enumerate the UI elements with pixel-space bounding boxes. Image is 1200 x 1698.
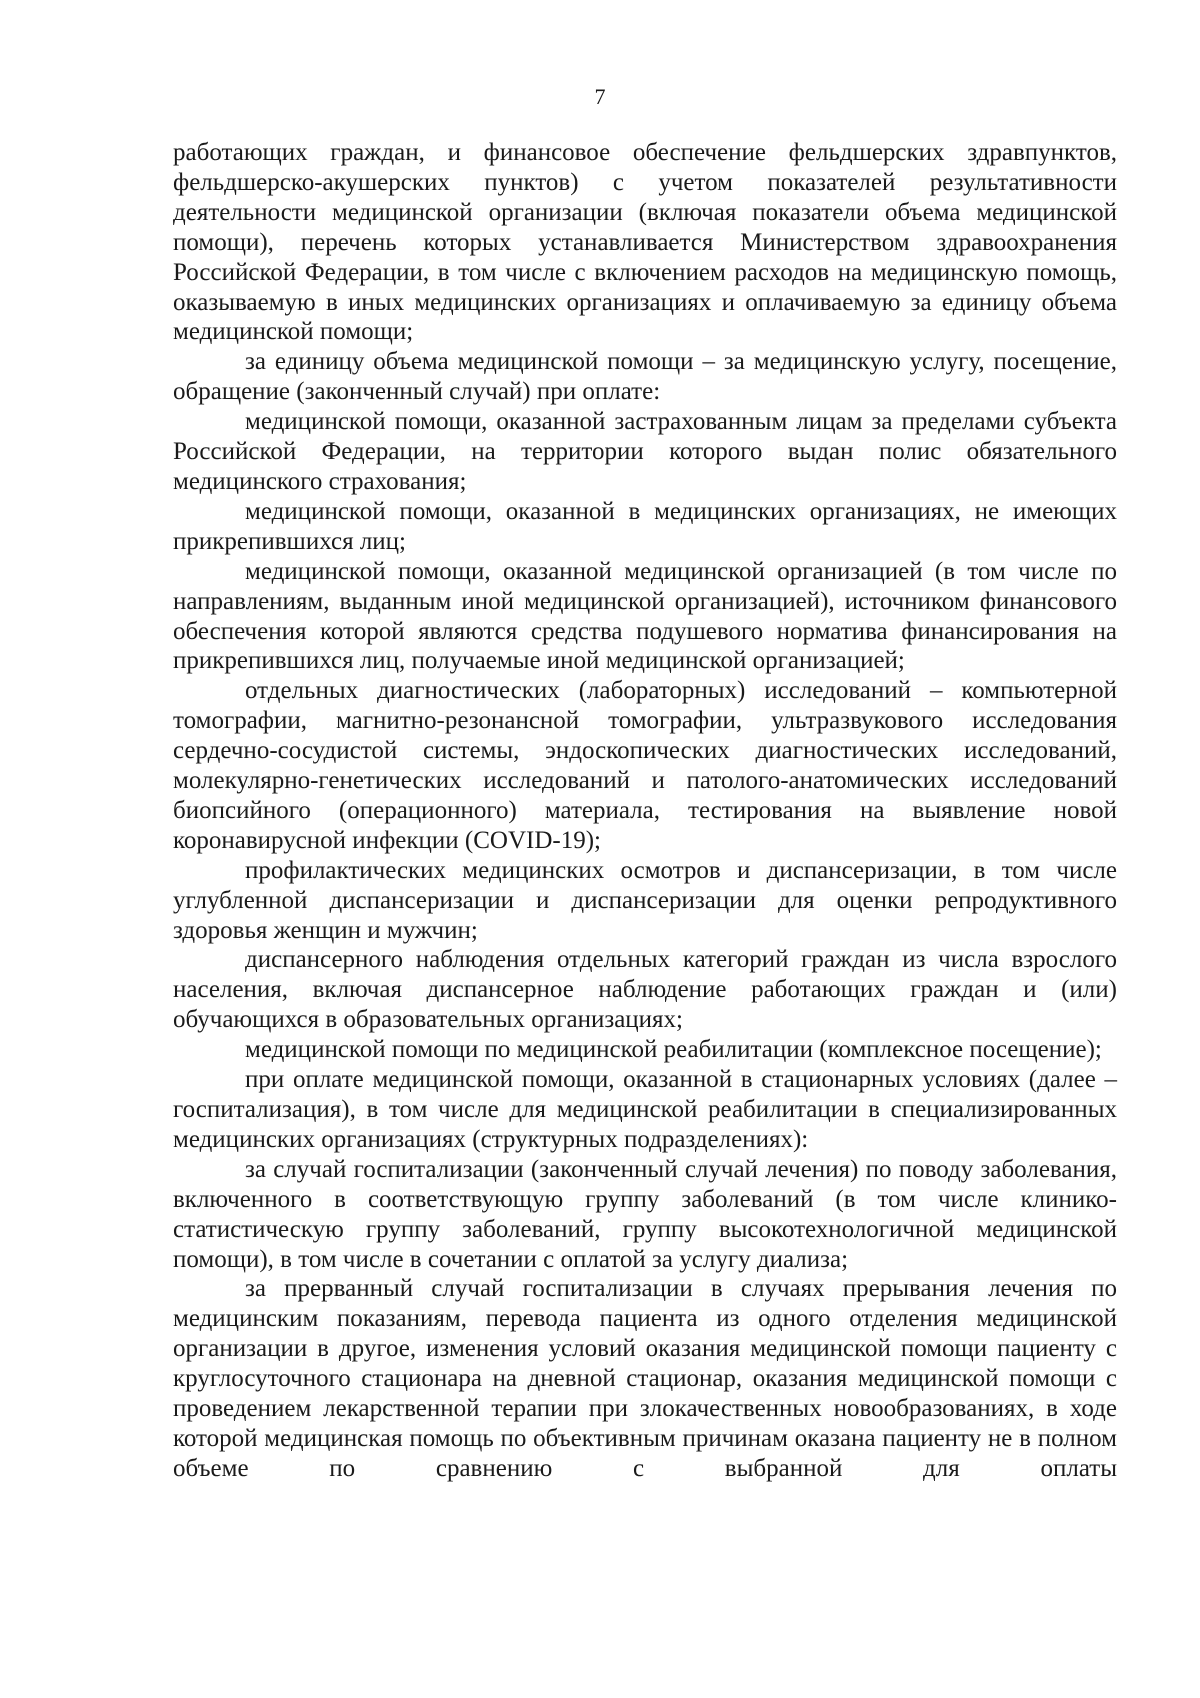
paragraph: за прерванный случай госпитализации в случаях прерывания лечения по медицинским показаниям, перевода пациента из одного отделения медицинской организации в другое, изменения условий оказания медицинской помощи пациенту с круглосуточного стационара на дневной стационар, оказания медицинской помощи с проведением лекарственной терапии при злокачественных новообразованиях, в ходе которой медицинская помощь по объективным причинам оказана пациенту не в полном объеме по сравнению с выбранной для оплаты	[173, 1275, 1117, 1482]
paragraph: диспансерного наблюдения отдельных категорий граждан из числа взрослого населения, включая диспансерное наблюдение работающих граждан и (или) обучающихся в образовательных организациях;	[173, 946, 1117, 1034]
document-body	[173, 138, 1117, 1484]
paragraph: за единицу объема медицинской помощи – за медицинскую услугу, посещение, обращение (законченный случай) при оплате:	[173, 348, 1117, 406]
paragraph: медицинской помощи, оказанной медицинской организацией (в том числе по направлениям, выданным иной медицинской организацией), источником финансового обеспечения которой являются средства подушевого норматива финансирования на прикрепившихся лиц, получаемые иной медицинской организацией;	[173, 557, 1117, 675]
paragraph: медицинской помощи, оказанной застрахованным лицам за пределами субъекта Российской Федерации, на территории которого выдан полис обязательного медицинского страхования;	[173, 408, 1117, 495]
paragraph: отдельных диагностических (лабораторных) исследований – компьютерной томографии, магнитно-резонансной томографии, ультразвукового исследования сердечно-сосудистой системы, эндоскопических диагностических исследований, молекулярно-генетических исследований и патолого-анатомических исследований биопсийного (операционного) материала, тестирования на выявление новой коронавирусной инфекции (COVID-19);	[173, 677, 1117, 854]
paragraph: за случай госпитализации (законченный случай лечения) по поводу заболевания, включенного в соответствующую группу заболеваний (в том числе клинико-статистическую группу заболеваний, группу высокотехнологичной медицинской помощи), в том числе в сочетании с оплатой за услугу диализа;	[173, 1155, 1117, 1273]
paragraph: медицинской помощи, оказанной в медицинских организациях, не имеющих прикрепившихся лиц;	[173, 497, 1117, 555]
paragraph: профилактических медицинских осмотров и диспансеризации, в том числе углубленной диспансеризации и диспансеризации для оценки репродуктивного здоровья женщин и мужчин;	[173, 856, 1117, 944]
paragraph: медицинской помощи по медицинской реабилитации (комплексное посещение);	[245, 1036, 1102, 1064]
page-number: 7	[594, 84, 606, 109]
paragraph: работающих граждан, и финансовое обеспечение фельдшерских здравпунктов, фельдшерско-акушерских пунктов) с учетом показателей результативности деятельности медицинской организации (включая показатели объема медицинской помощи), перечень которых устанавливается Министерством здравоохранения Российской Федерации, в том числе с включением расходов на медицинскую помощь, оказываемую в иных медицинских организациях и оплачиваемую за единицу объема медицинской помощи;	[173, 139, 1117, 346]
paragraph: при оплате медицинской помощи, оказанной в стационарных условиях (далее – госпитализация), в том числе для медицинской реабилитации в специализированных медицинских организациях (структурных подразделениях):	[173, 1066, 1117, 1153]
